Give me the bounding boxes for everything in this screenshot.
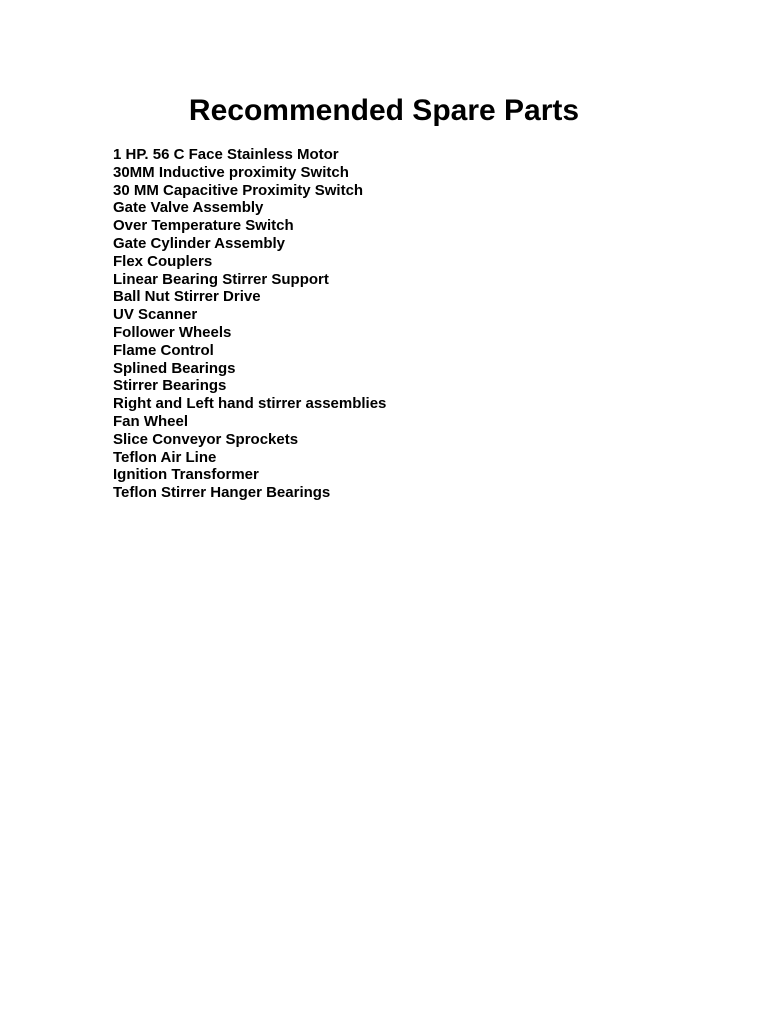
list-item: Follower Wheels — [113, 323, 232, 341]
list-item: Slice Conveyor Sprockets — [113, 430, 299, 448]
list-item: 1 HP. 56 C Face Stainless Motor — [113, 146, 339, 163]
list-item: Ignition Transformer — [113, 466, 259, 484]
page-title: Recommended Spare Parts — [188, 94, 580, 127]
list-item: Gate Valve Assembly — [113, 199, 264, 217]
spare-parts-list — [113, 146, 386, 502]
list-item: Flame Control — [113, 341, 214, 359]
list-item: Flex Couplers — [113, 252, 213, 270]
list-item: Right and Left hand stirrer assemblies — [113, 395, 387, 413]
list-item: 30MM Inductive proximity Switch — [113, 163, 349, 181]
list-item: UV Scanner — [113, 306, 198, 324]
list-item: Teflon Air Line — [113, 448, 217, 466]
list-item: Teflon Stirrer Hanger Bearings — [113, 484, 331, 502]
list-item: Ball Nut Stirrer Drive — [113, 288, 261, 306]
list-item: Gate Cylinder Assembly — [113, 234, 286, 252]
list-item: 30 MM Capacitive Proximity Switch — [113, 181, 364, 199]
list-item: Fan Wheel — [113, 412, 189, 430]
list-item: Over Temperature Switch — [113, 217, 294, 235]
list-item: Splined Bearings — [113, 359, 236, 377]
list-item: Stirrer Bearings — [113, 377, 227, 395]
list-item: Linear Bearing Stirrer Support — [113, 270, 329, 288]
